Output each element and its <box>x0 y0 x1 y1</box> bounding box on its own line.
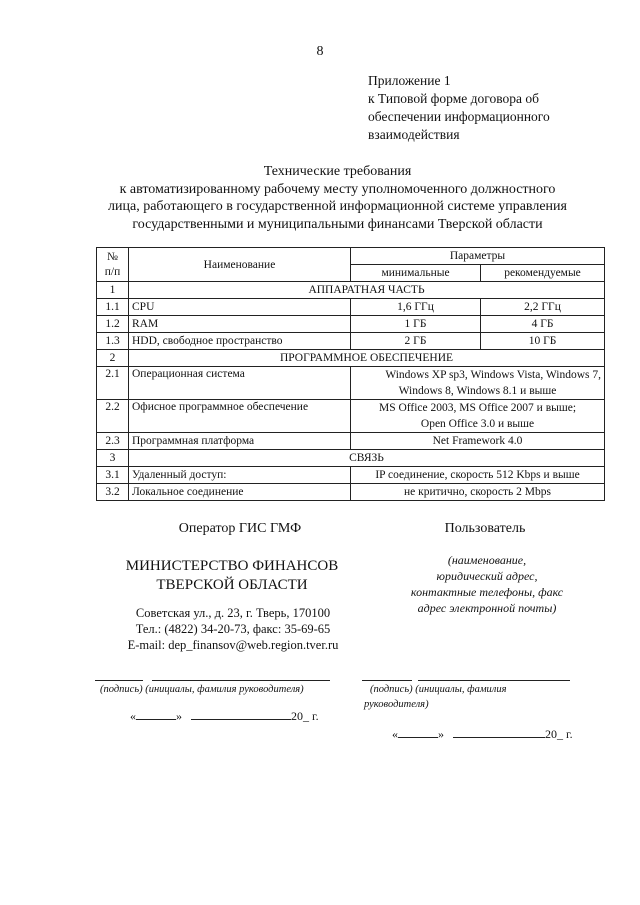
row-num: 1.3 <box>97 333 129 350</box>
operator-phone: Тел.: (4822) 34-20-73, факс: 35-69-65 <box>135 622 331 636</box>
month-blank <box>191 719 291 720</box>
table-row <box>97 400 605 433</box>
ministry-line: МИНИСТЕРСТВО ФИНАНСОВ <box>125 558 339 574</box>
section-title: ПРОГРАММНОЕ ОБЕСПЕЧЕНИЕ <box>129 350 605 367</box>
table-row <box>97 433 605 450</box>
header-rec: рекомендуемые <box>481 265 605 282</box>
user-hint-line: адрес электронной почты) <box>417 601 557 615</box>
section-title: АППАРАТНАЯ ЧАСТЬ <box>129 282 605 299</box>
row-num: 2.3 <box>97 433 129 450</box>
requirements-table <box>96 247 605 501</box>
header-params: Параметры <box>351 248 605 265</box>
header-num-line2: п/п <box>104 265 121 278</box>
row-value: Net Framework 4.0 <box>351 433 605 450</box>
operator-contacts <box>108 605 358 653</box>
title-line: к автоматизированному рабочему месту уполномоченного должностного <box>119 181 556 197</box>
row-value: IP соединение, скорость 512 Kbps и выше <box>351 467 605 484</box>
title-line: государственными и муниципальными финансами Тверской области <box>132 216 543 232</box>
row-name: Программная платформа <box>129 433 351 450</box>
user-details-hint <box>392 552 582 616</box>
user-hint-line: (наименование, <box>447 553 527 567</box>
user-name-line <box>418 680 570 681</box>
table-row <box>97 299 605 316</box>
row-min: 1,6 ГГц <box>351 299 481 316</box>
table-header-row <box>97 248 605 265</box>
row-value-line: Windows XP sp3, Windows Vista, Windows 7, <box>385 369 602 381</box>
row-num: 3.2 <box>97 484 129 501</box>
ministry-name <box>112 557 352 595</box>
row-name: Локальное соединение <box>129 484 351 501</box>
row-rec: 4 ГБ <box>481 316 605 333</box>
user-hint-line: юридический адрес, <box>436 569 538 583</box>
row-value: не критично, скорость 2 Mbps <box>351 484 605 501</box>
row-rec: 2,2 ГГц <box>481 299 605 316</box>
page-number: 8 <box>316 44 324 59</box>
operator-address: Советская ул., д. 23, г. Тверь, 170100 <box>135 606 331 620</box>
row-min: 1 ГБ <box>351 316 481 333</box>
date-close-quote: » <box>438 727 444 741</box>
day-blank <box>136 719 176 720</box>
table-row <box>97 316 605 333</box>
document-title <box>80 163 595 233</box>
row-num: 2.1 <box>97 367 129 400</box>
table-row <box>97 484 605 501</box>
header-min: минимальные <box>351 265 481 282</box>
row-name: RAM <box>129 316 351 333</box>
section-row <box>97 282 605 299</box>
appendix-line: обеспечении информационного <box>368 109 550 124</box>
user-hint-line: контактные телефоны, факс <box>410 585 564 599</box>
row-name: Операционная система <box>129 367 351 400</box>
date-year: 20_ г. <box>291 709 319 723</box>
user-signature-hint: (подпись) (инициалы, фамилия <box>370 684 507 695</box>
row-num: 1.1 <box>97 299 129 316</box>
row-num: 3.1 <box>97 467 129 484</box>
date-open-quote: « <box>392 727 398 741</box>
section-title: СВЯЗЬ <box>129 450 605 467</box>
user-signature-line <box>362 680 412 681</box>
table-row <box>97 333 605 350</box>
row-value-line: Open Office 3.0 и выше <box>420 418 535 430</box>
section-num: 3 <box>97 450 129 467</box>
section-num: 1 <box>97 282 129 299</box>
operator-date <box>130 709 319 724</box>
row-name: Удаленный доступ: <box>129 467 351 484</box>
row-rec: 10 ГБ <box>481 333 605 350</box>
ministry-line: ТВЕРСКОЙ ОБЛАСТИ <box>156 577 308 593</box>
row-value-line: MS Office 2003, MS Office 2007 и выше; <box>378 402 577 414</box>
user-signature-hint-2: руководителя) <box>364 699 429 710</box>
user-date <box>392 727 573 742</box>
appendix-line: Приложение 1 <box>368 73 451 88</box>
row-name: HDD, свободное пространство <box>129 333 351 350</box>
row-name: Офисное программное обеспечение <box>129 400 351 433</box>
date-close-quote: » <box>176 709 182 723</box>
header-num-line1: № <box>107 250 118 263</box>
section-row <box>97 450 605 467</box>
operator-signature-line <box>95 680 143 681</box>
section-row <box>97 350 605 367</box>
header-num <box>97 248 129 282</box>
operator-title: Оператор ГИС ГМФ <box>178 521 302 536</box>
table-row <box>97 367 605 400</box>
date-year: 20_ г. <box>545 727 573 741</box>
row-value-line: Windows 8, Windows 8.1 и выше <box>398 385 557 397</box>
row-value <box>351 400 605 433</box>
operator-signature-hint: (подпись) (инициалы, фамилия руководителя) <box>100 684 304 695</box>
date-open-quote: « <box>130 709 136 723</box>
operator-name-line <box>152 680 330 681</box>
row-value <box>351 367 605 400</box>
row-num: 1.2 <box>97 316 129 333</box>
title-line: Технические требования <box>263 164 412 179</box>
appendix-line: взаимодействия <box>368 127 460 142</box>
section-num: 2 <box>97 350 129 367</box>
month-blank <box>453 737 545 738</box>
header-name: Наименование <box>129 248 351 282</box>
appendix-line: к Типовой форме договора об <box>368 91 539 106</box>
row-name: CPU <box>129 299 351 316</box>
table-row <box>97 467 605 484</box>
row-num: 2.2 <box>97 400 129 433</box>
operator-email: E-mail: dep_finansov@web.region.tver.ru <box>127 638 339 652</box>
title-line: лица, работающего в государственной информационной системе управления <box>108 199 567 214</box>
user-title: Пользователь <box>444 521 526 536</box>
appendix-note <box>368 72 618 144</box>
row-min: 2 ГБ <box>351 333 481 350</box>
day-blank <box>398 737 438 738</box>
